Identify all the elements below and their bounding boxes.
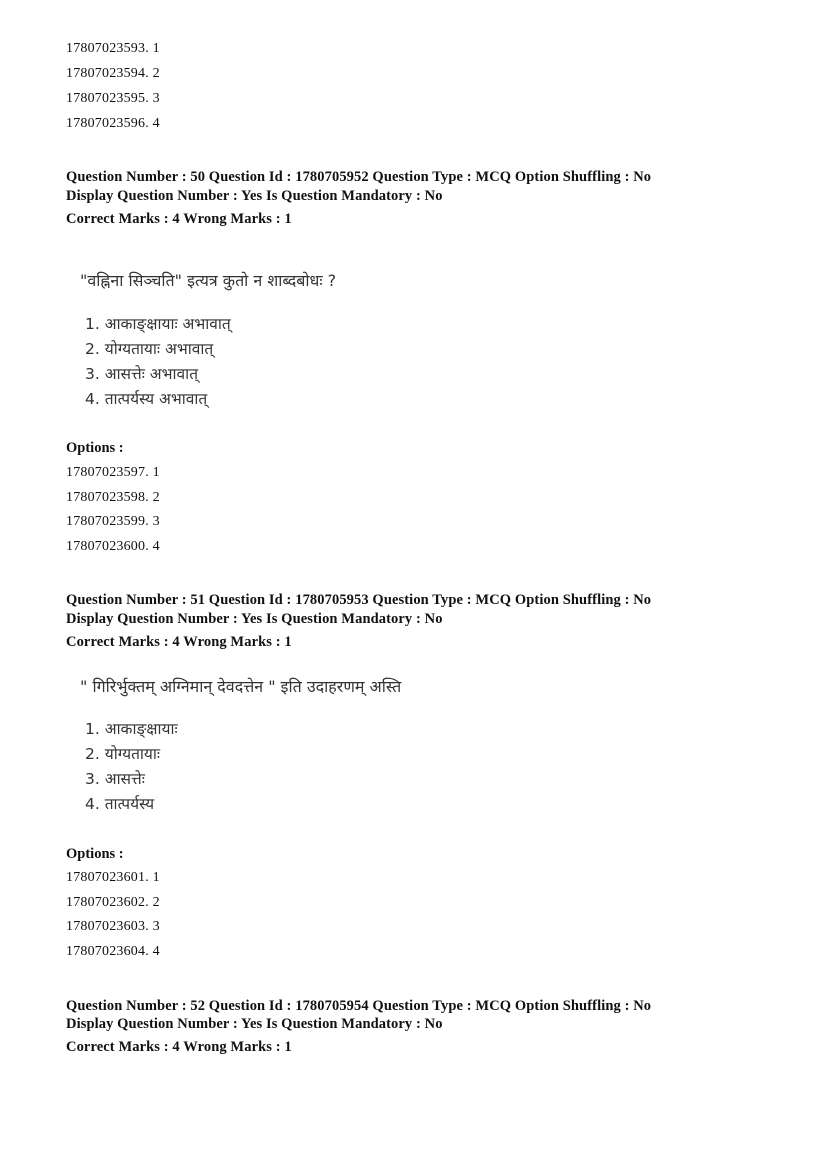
- answer-choice: 4. तात्पर्यस्य: [85, 795, 155, 813]
- option-row: 17807023600. 4: [66, 539, 160, 554]
- options-label: Options :: [66, 846, 124, 862]
- option-id: 17807023599: [66, 514, 146, 529]
- option-id: 17807023594: [66, 66, 146, 81]
- answer-choice: 1. आकाङ्क्षायाः: [85, 720, 178, 738]
- option-id: 17807023598: [66, 490, 146, 505]
- option-id: 17807023600: [66, 539, 146, 554]
- option-number: 4: [152, 944, 160, 959]
- question-header-line1: Question Number : 50 Question Id : 1780705952 Question Type : MCQ Option Shuffling : No: [66, 169, 652, 185]
- option-id: 17807023601: [66, 870, 146, 885]
- question-header-line1: Question Number : 51 Question Id : 1780705953 Question Type : MCQ Option Shuffling : No: [66, 592, 652, 608]
- option-number: 1: [152, 465, 160, 480]
- answer-choice: 2. योग्यतायाः: [85, 745, 161, 763]
- option-number: 3: [152, 919, 160, 934]
- option-row: 17807023595. 3: [66, 91, 160, 106]
- question-marks: Correct Marks : 4 Wrong Marks : 1: [66, 211, 292, 227]
- options-label: Options :: [66, 440, 124, 456]
- answer-choice: 1. आकाङ्क्षायाः अभावात्: [85, 315, 231, 333]
- option-row: 17807023596. 4: [66, 116, 160, 131]
- question-stem: "वह्निना सिञ्चति" इत्यत्र कुतो न शाब्दबोधः ?: [80, 271, 337, 290]
- option-number: 1: [152, 41, 160, 56]
- question-header-line2: Display Question Number : Yes Is Question Mandatory : No: [66, 188, 443, 204]
- option-row: 17807023594. 2: [66, 66, 160, 81]
- option-number: 3: [152, 514, 160, 529]
- answer-choice: 3. आसत्तेः: [85, 770, 145, 788]
- answer-choice: 2. योग्यतायाः अभावात्: [85, 340, 214, 358]
- option-row: 17807023599. 3: [66, 514, 160, 529]
- answer-choice: 4. तात्पर्यस्य अभावात्: [85, 390, 208, 408]
- option-number: 4: [152, 116, 160, 131]
- option-number: 2: [152, 66, 160, 81]
- option-row: 17807023604. 4: [66, 944, 160, 959]
- option-row: 17807023602. 2: [66, 895, 160, 910]
- option-number: 1: [152, 870, 160, 885]
- option-number: 2: [152, 895, 160, 910]
- option-id: 17807023603: [66, 919, 146, 934]
- question-stem: " गिरिर्भुक्तम् अग्निमान् देवदत्तेन " इति उदाहरणम् अस्ति: [80, 677, 402, 696]
- answer-choice: 3. आसत्तेः अभावात्: [85, 365, 199, 383]
- option-id: 17807023593: [66, 41, 146, 56]
- question-header-line2: Display Question Number : Yes Is Question Mandatory : No: [66, 1016, 443, 1032]
- question-header-line1: Question Number : 52 Question Id : 1780705954 Question Type : MCQ Option Shuffling : No: [66, 998, 652, 1014]
- option-row: 17807023597. 1: [66, 465, 160, 480]
- option-number: 4: [152, 539, 160, 554]
- option-number: 3: [152, 91, 160, 106]
- question-marks: Correct Marks : 4 Wrong Marks : 1: [66, 634, 292, 650]
- option-id: 17807023604: [66, 944, 146, 959]
- option-id: 17807023602: [66, 895, 146, 910]
- option-id: 17807023597: [66, 465, 146, 480]
- option-row: 17807023598. 2: [66, 490, 160, 505]
- option-id: 17807023595: [66, 91, 146, 106]
- option-row: 17807023603. 3: [66, 919, 160, 934]
- option-row: 17807023593. 1: [66, 41, 160, 56]
- question-marks: Correct Marks : 4 Wrong Marks : 1: [66, 1039, 292, 1055]
- option-row: 17807023601. 1: [66, 870, 160, 885]
- option-id: 17807023596: [66, 116, 146, 131]
- question-header-line2: Display Question Number : Yes Is Question Mandatory : No: [66, 611, 443, 627]
- option-number: 2: [152, 490, 160, 505]
